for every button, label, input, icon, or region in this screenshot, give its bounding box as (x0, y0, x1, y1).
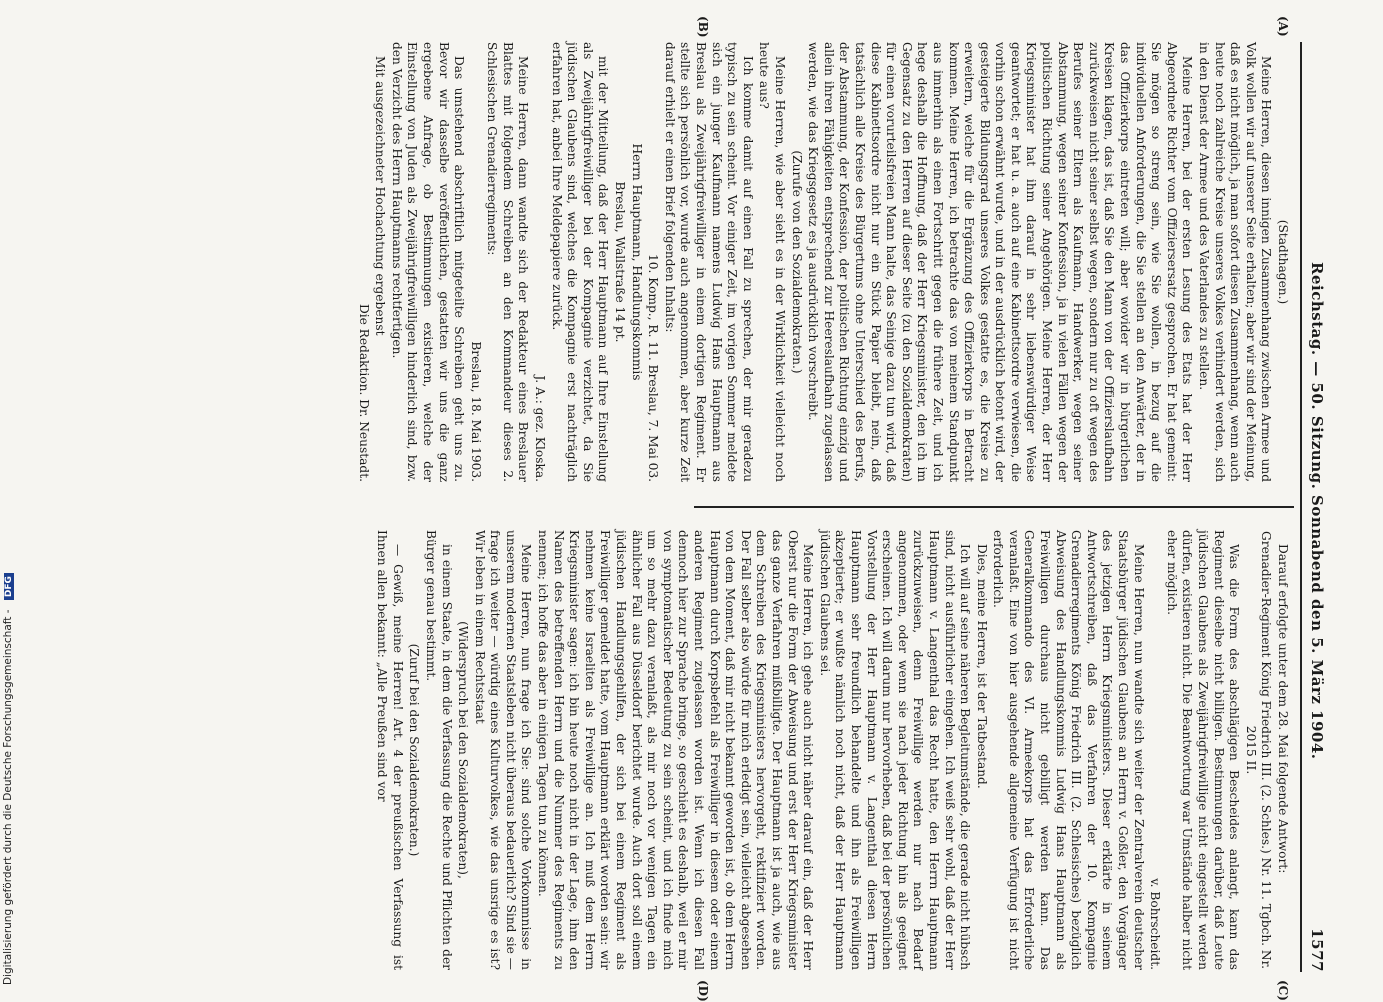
letter-signature: v. Bohrscheidt. (1148, 878, 1163, 970)
paragraph: Darauf erfolgte unter dem 28. Mai folgende Antwort: (1276, 544, 1290, 874)
paragraph: — Gewiß, meine Herren! Art. 4 der preußischen Verfassung ist Ihnen allen bekannt: „Alle Preußen sind vor (375, 530, 405, 970)
right-column (373, 530, 1290, 970)
letter-heading: Grenadier-Regiment König Friedrich III. (2. Schles.) Nr. 11. Tgbch. Nr. 2015 II. (1243, 531, 1274, 969)
paragraph: Dies, meine Herren, ist der Tatbestand. (974, 544, 989, 789)
page-number: 1577 (1308, 928, 1326, 972)
paragraph: Meine Herren, nun frage ich Sie: sind solche Vorkommnisse in unserem modernen Staatsleben nicht überaus bedauerlich? Sind sie — frage ich weiter — würdig eines Kulturvolkes, wie das unsrige es ist? Wir leben in einem Rechtsstaat (472, 530, 534, 970)
letter-body: Das umstehend abschriftlich mitgeteilte Schreiben geht uns zu. Bevor wir dasselbe veröffentlichen, gestatten wir uns die ganz ergebene Anfrage, ob Bestimmungen existieren, welche der Einstellung von Juden als Zweijährigfreiwilligen hinderlich sind, bzw. den Verzicht des Herrn Hauptmanns rechtfertigen. (389, 42, 467, 482)
margin-letter-b: (B) (696, 16, 710, 38)
margin-letter-c: (C) (1276, 980, 1290, 1001)
letter-body: mit der Mitteilung, daß der Herr Hauptmann auf Ihre Einstellung als Zweijährigfreiwilliger bei der Kompagnie verzichtet, da Sie jüdischen Glaubens sind, welches die Kompagnie erst nachträglich erfahren hat, anbei Ihre Meldepapiere zurück. (549, 42, 611, 482)
margin-letter-a: (A) (1276, 16, 1290, 37)
paragraph: Meine Herren, dann wandte sich der Redakteur eines Breslauer Blattes mit folgendem Schreiben an den Kommandeur dieses 2. Schlesischen Grenadierregiments: (485, 42, 531, 482)
page-header (1300, 42, 1330, 972)
paragraph: Ich komme damit auf einen Fall zu sprechen, der mir geradezu typisch zu sein scheint. Vor einiger Zeit, im vorigen Sommer meldete sich ein junger Kaufmann namens Ludwig Hans Hauptmann aus Breslau als Zweijährigfreiwilliger in einem dortigen Regiment. Er stellte sich persönlich vor, wurde auch angenommen, aber kurze Zeit darauf erhielt er einen Brief folgenden Inhalts: (662, 42, 755, 482)
interjection: (Widerspruch bei den Sozialdemokraten), (456, 621, 471, 879)
letter-body: Was die Form des abschlägigen Bescheides anlangt, kann das Regiment dieselbe nicht billigen. Bestimmungen darüber, daß Leute jüdischen Glaubens als Zweijährigfreiwillige nicht eingestellt werden dürfen, existieren nicht. Die Beantwortung war Umstände halber nicht eher möglich. (1164, 530, 1242, 970)
letter-closing: Mit ausgezeichneter Hochachtung ergebenst (373, 56, 388, 336)
paragraph: Meine Herren, bei der ersten Lesung des Etats hat der Herr Abgeordnete Richter vom Offiziersersatz gesprochen. Er hat gemeint: Sie mögen so streng sein, wie Sie wollen, in bezug auf die individuellen Anforderungen, die Sie stellen an den Anwärter, der in das Offizierkorps eintreten will; aber wovider wir in bürgerlichen Kreisen klagen, das ist, daß Sie den Mann von der Offizierslaufbahn zurückweisen nicht seiner selbst wegen, sondern nur zu oft wegen des Berufes seiner Eltern als Kaufmann, Handwerker, wegen seiner Abstammung, wegen seiner Konfession, ja in vielen Fällen wegen der politischen Richtung seiner Angehörigen. Meine Herren, der Herr Kriegsminister hat ihm darauf in sehr liebenswürdiger Weise geantwortet; er hat u. a. auch auf eine Kabinettsordre verwiesen, die vorhin schon erwähnt wurde, und in der ausdrücklich betont wird, der gesteigerte Bildungsgrad unseres Volkes gestatte es, die Kreise zu erweitern, welche für die Ergänzung des Offizierkorps in Betracht kommen. Meine Herren, ich betrachte das von meinem Standpunkt aus immerhin als einen Fortschritt gegen die frühere Zeit, und ich hege deshalb die Hoffnung, daß der Herr Kriegsminister, den ich im Gegensatz zu den Herren auf dieser Seite (zu den Sozialdemokraten) für einen vorurteilsfreien Mann halte, das Seinige dazu tun wird, daß diese Kabinettsordre nicht nur ein Stück Papier bleibt, nein, daß tatsächlich alle Kreise des Bürgertums ohne Unterschied des Berufs, der Abstammung, der Konfession, der politischen Richtung einzig und allein ihren Fähigkeiten entsprechend zur Heereslaufbahn zugelassen werden, wie das Kriegsgesetz es ja ausdrücklich vorschreibt. (806, 42, 1195, 482)
paragraph: Meine Herren, diesen innigen Zusammenhang zwischen Armee und Volk wollen wir auf unserer Seite erhalten; aber wir sind der Meinung, daß es nicht möglich, ja man sofort diesen Zusammenhang, wenn auch heute noch zahlreiche Kreise unseres Volkes verhindert werden, sich in den Dienst der Armee und des Vaterlandes zu stellen. (1197, 42, 1274, 482)
left-column (354, 42, 1290, 482)
paragraph: Meine Herren, wie aber sieht es in der Wirklichkeit vielleicht noch heute aus? (757, 42, 787, 482)
letter-address: Breslau, Wallstraße 14 pt. (613, 181, 628, 343)
digitization-notice (2, 0, 16, 985)
letter-addressee: Herrn Hauptmann, Handlungskommis (629, 143, 644, 381)
letter-dateline: 10. Komp., R. 11. Breslau, 7. Mai 03. (646, 254, 661, 482)
interjection: (Zurufe von den Sozialdemokraten.) (789, 150, 804, 374)
margin-letter-d: (D) (696, 980, 710, 1002)
paragraph: Meine Herren, nun wandte sich weiter der Zentralverein deutscher Staatsbürger jüdischen Glaubens an Herrn v. Goßler, den Vorgänger des jetzigen Herrn Kriegsministers. Dieser erklärte in seinem Antwortschreiben, daß das Verfahren der 10. Kompagnie Grenadierregiments König Friedrich III. (2. Schlesisches) bezüglich Abweisung des Handlungskommis Ludwig Hans Hauptmann als Freiwilligen durchaus nicht gebilligt werden kann. Das Generalkommando des VI. Armeekorps hat das Erforderliche veranlaßt. Eine von hier ausgehende allgemeine Verfügung ist nicht erforderlich. (991, 530, 1146, 970)
digitization-text: Digitalisierung gefördert durch die Deutsche Forschungsgemeinschaft - (2, 609, 14, 985)
letter-signature: J. A.: gez. Kloska. (533, 375, 548, 482)
paragraph: Ich will auf seine näheren Begleitumstände, die gerade nicht hübsch sind, nicht ausführlicher eingehen. Ich weiß sehr wohl, daß der Herr Hauptmann v. Langenthal das Recht hatte, den Herrn Hauptmann zurückzuweisen, denn Freiwillige werden nur nach Bedarf angenommen, oder wenn sie nach jeder Richtung hin als geeignet erscheinen. Ich will darum nur hervorheben, daß bei der persönlichen Vorstellung der Herr Hauptmann v. Langenthal diesen Herrn Hauptmann sehr freundlich behandelte und ihn als Freiwilligen akzeptierte; er wußte nämlich noch nicht, daß der Herr Hauptmann jüdischen Glaubens sei. (817, 530, 973, 970)
header-title: Reichstag. — 50. Sitzung. Sonnabend den 5. März 1904. (1308, 262, 1326, 760)
speaker-name: (Stadthagen.) (1276, 219, 1290, 305)
letter-dateline: Breslau, 18. Mai 1903. (468, 341, 483, 482)
paragraph: Meine Herren, ich gehe auch nicht näher darauf ein, daß der Herr Oberst nur die Form der Abweisung und erst der Herr Kriegsminister das ganze Verfahren mißbilligte. Der Hauptmann ist ja auch, wie aus dem Schreiben des Kriegsministers hervorgeht, rektifiziert worden. Der Fall selber also würde für mich erledigt sein, vielleicht abgesehen von dem Moment, daß mir nicht bekannt geworden ist, ob dem Herrn Hauptmann durch Korpsbefehl als Freiwilliger in diesem oder einem anderen Regiment zugelassen worden ist. Wenn ich diesen Fall dennoch hier zur Sprache bringe, so geschieht es deshalb, weil er mir von symptomatischer Bedeutung zu sein scheint, und ich finde mich um so mehr dazu veranlaßt, als mir noch vor wenigen Tagen ein ähnlicher Fall aus Düsseldorf berichtet wurde. Auch dort soll einem jüdischen Handlungsgehilfen, der sich bei einem Regiment als Freiwilliger gemeldet hatte, vom Hauptmann erklärt worden sein: wir nehmen keine Israeliten als Freiwillige an. Ich muß dem Herrn Kriegsminister sagen: ich bin heute noch nicht in der Lage, ihm den Namen des betreffenden Herrn und die Nummer des Regiments zu nennen; ich hoffe das aber in einigen Tagen tun zu können. (536, 530, 816, 970)
interjection: (Zuruf bei den Sozialdemokraten.) (407, 643, 422, 857)
letter-signature: Die Redaktion. Dr. Neustadt. (356, 303, 371, 482)
paragraph: in einem Staate, in dem die Verfassung die Rechte und Pflichten der Bürger genau bestimmt. (423, 530, 454, 970)
column-divider (694, 506, 1294, 508)
rotated-page-content (80, 16, 1330, 1002)
dfg-logo: DFG (4, 573, 14, 600)
digitization-strip (0, 0, 20, 1000)
